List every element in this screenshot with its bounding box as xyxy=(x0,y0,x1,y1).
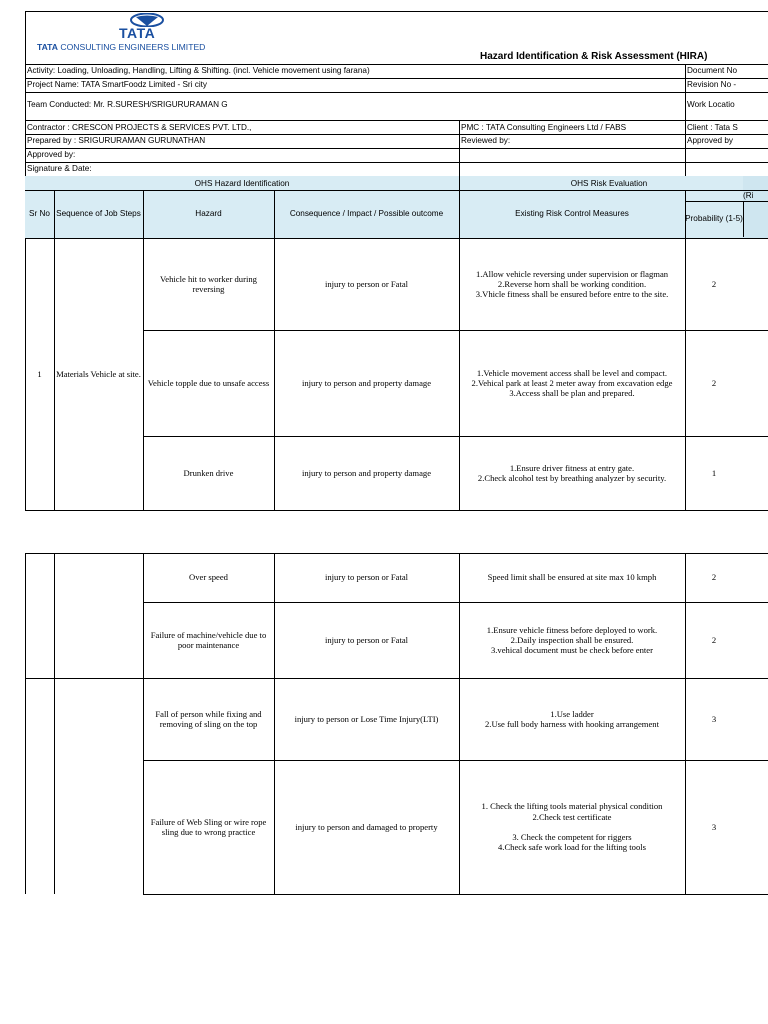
hazard-cell: Failure of Web Sling or wire rope sling due to wrong practice xyxy=(150,816,267,837)
probability-cell: 3 xyxy=(711,821,717,832)
sr-no-cell: 1 xyxy=(37,368,42,379)
document-title: Hazard Identification & Risk Assessment (HIRA) xyxy=(480,51,708,62)
signature-date-field: Signature & Date: xyxy=(27,164,92,173)
reviewed-by-field: Reviewed by: xyxy=(461,136,511,145)
hira-sheet-page-2 xyxy=(25,553,768,894)
controls-cell: 1.Allow vehicle reversing under supervision or flagman 2.Reverse horn shall be working condition. 3.Vhicle fitness shall be ensured before entre to the site. xyxy=(475,268,669,300)
consequence-cell: injury to person or Fatal xyxy=(324,572,409,583)
project-name-field: Project Name: TATA SmartFoodz Limited - Sri city xyxy=(27,80,208,89)
col-controls: Existing Risk Control Measures xyxy=(515,209,629,219)
consequence-cell: injury to person or Lose Time Injury(LTI) xyxy=(294,713,439,724)
work-location-field: Work Locatio xyxy=(687,100,735,109)
hazard-cell: Vehicle topple due to unsafe access xyxy=(147,377,270,388)
probability-cell: 2 xyxy=(711,572,717,583)
col-sequence: Sequence of Job Steps xyxy=(56,209,141,219)
controls-cell: 1.Vehicle movement access shall be level and compact. 2.Vehical park at least 2 meter away from excavation edge 3.Access shall be plan and prepared. xyxy=(471,367,673,399)
consequence-cell: injury to person or Fatal xyxy=(324,278,409,289)
logo-company-name: TATA CONSULTING ENGINEERS LIMITED xyxy=(37,42,206,52)
hazard-cell: Vehicle hit to worker during reversing xyxy=(160,273,257,294)
controls-cell: 1.Use ladder 2.Use full body harness with hooking arrangement xyxy=(485,708,659,729)
hazard-cell: Failure of machine/vehicle due to poor maintenance xyxy=(150,629,267,650)
logo-wordmark: TATA xyxy=(119,25,156,41)
contractor-field: Contractor : CRESCON PROJECTS & SERVICES PVT. LTD., xyxy=(27,123,252,132)
prepared-by-field: Prepared by : SRIGURURAMAN GURUNATHAN xyxy=(27,136,206,145)
consequence-cell: injury to person and property damage xyxy=(301,377,432,388)
col-probability: Probability (1-5) xyxy=(685,214,743,224)
tata-logo xyxy=(35,13,255,57)
hazard-cell: Over speed xyxy=(189,572,228,583)
approved-by-field: Approved by: xyxy=(27,150,76,159)
probability-cell: 2 xyxy=(711,634,717,645)
col-sr-no: Sr No xyxy=(29,209,50,219)
pmc-field: PMC : TATA Consulting Engineers Ltd / FABS xyxy=(461,123,627,132)
probability-cell: 3 xyxy=(711,713,717,724)
client-field: Client : Tata S xyxy=(687,123,738,132)
sequence-cell: Materials Vehicle at site. xyxy=(56,368,141,379)
document-no-field: Document No xyxy=(687,66,738,75)
consequence-cell: injury to person and property damage xyxy=(301,467,432,478)
approved-by-right-field: Approved by xyxy=(687,136,733,145)
revision-no-field: Revision No - xyxy=(687,80,737,89)
probability-cell: 2 xyxy=(711,377,717,388)
consequence-cell: injury to person and damaged to property xyxy=(295,821,438,832)
activity-field: Activity: Loading, Unloading, Handling, Lifting & Shifting. (incl. Vehicle movement using farana) xyxy=(27,66,370,75)
controls-cell: Speed limit shall be ensured at site max 10 kmph xyxy=(487,572,657,583)
section-risk-evaluation: OHS Risk Evaluation xyxy=(570,178,648,188)
consequence-cell: injury to person or Fatal xyxy=(324,634,409,645)
team-conducted-field: Team Conducted: Mr. R.SURESH/SRIGURURAMAN G xyxy=(27,100,228,109)
probability-cell: 1 xyxy=(711,467,717,478)
col-consequence: Consequence / Impact / Possible outcome xyxy=(289,209,444,219)
controls-cell: 1.Ensure driver fitness at entry gate. 2.Check alcohol test by breathing analyzer by security. xyxy=(477,462,667,483)
probability-cell: 2 xyxy=(711,278,717,289)
col-hazard: Hazard xyxy=(195,209,222,219)
risk-column-fragment: (Ri xyxy=(743,190,754,200)
hazard-cell: Drunken drive xyxy=(183,467,234,478)
section-hazard-identification: OHS Hazard Identification xyxy=(194,178,290,188)
hazard-cell: Fall of person while fixing and removing of sling on the top xyxy=(155,708,262,729)
controls-cell: 1. Check the lifting tools material physical condition 2.Check test certificate 3. Check the competent for riggers 4.Check safe work load for the lifting tools xyxy=(481,801,663,853)
controls-cell: 1.Ensure vehicle fitness before deployed to work. 2.Daily inspection shall be ensured. 3.vehical document must be check before enter xyxy=(486,624,658,656)
